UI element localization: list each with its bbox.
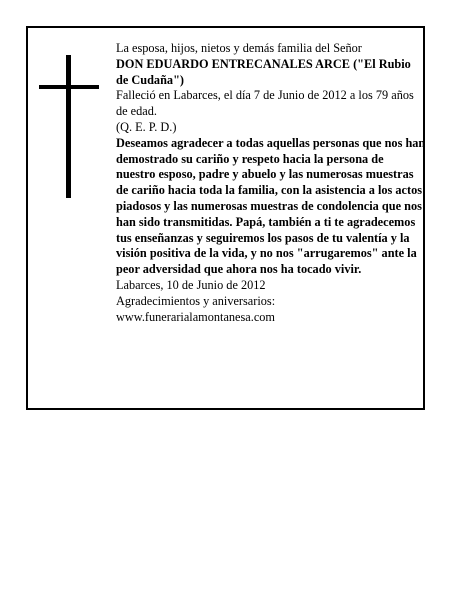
deceased-name: DON EDUARDO ENTRECANALES ARCE ("El Rubio de Cudaña") [116, 56, 411, 87]
notice-text [116, 41, 426, 325]
footer-label: Agradecimientos y aniversarios: [116, 293, 276, 308]
obituary-notice [26, 26, 425, 410]
thanks-text: Deseamos agradecer a todas aquellas personas que nos han demostrado su cariño y respeto hacia la persona de nuestro esposo, padre y abuelo y las numerosas muestras de cariño hacia toda la familia, con la asistencia a los actos piadosos y las numerosas muestras de condolencia que nos han sido transmitidas. [116, 135, 426, 229]
notice-intro: La esposa, hijos, nietos y demás familia del Señor [116, 41, 362, 55]
cross-horizontal-bar [39, 85, 99, 89]
death-line: Falleció en Labarces, el día 7 de Junio de 2012 a los 79 años de edad. [116, 88, 414, 119]
place-date: Labarces, 10 de Junio de 2012 [116, 277, 266, 292]
tribute-text: Papá, también a ti te agradecemos tus enseñanzas y seguiremos los pasos de tu valentía y la visión positiva de la vida, y no nos "arrugaremos" ante la peor adversidad que ahora nos ha tocado vivir. [116, 214, 417, 277]
thanks-paragraph [116, 136, 426, 278]
cross-vertical-bar [66, 55, 71, 198]
footer-url[interactable]: www.funerarialamontanesa.com [116, 309, 275, 324]
qepd-line: (Q. E. P. D.) [116, 119, 177, 134]
